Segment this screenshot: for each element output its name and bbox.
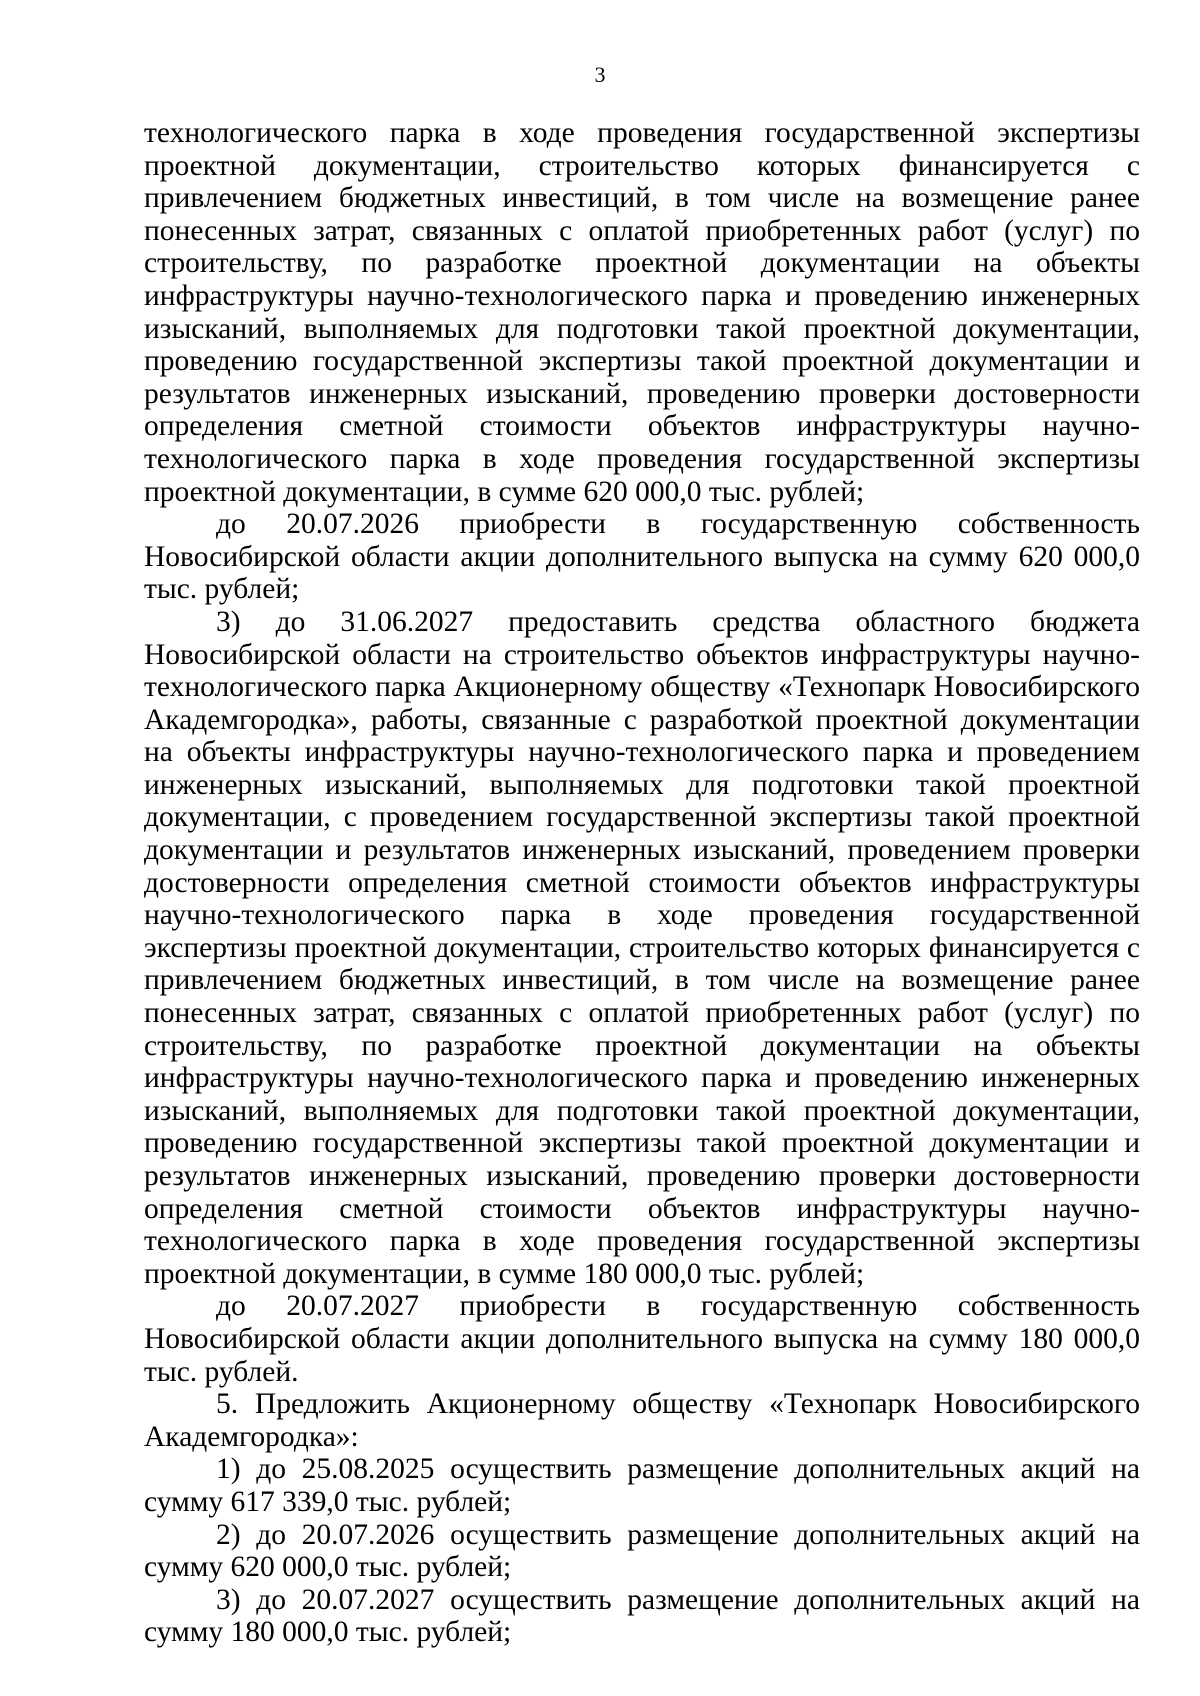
paragraph-continuation: технологического парка в ходе проведения государственной экспертизы проектной документации, строительство которых финансируется с привлечением бюджетных инвестиций, в том числе на возмещение ранее понесенных затрат, связанных с оплатой приобретенных работ (услуг) по строительству, по разработке проектной документации на объекты инфраструктуры научно-технологического парка и проведению инженерных изысканий, выполняемых для подготовки такой проектной документации, проведению государственной экспертизы такой проектной документации и результатов инженерных изысканий, проведению проверки достоверности определения сметной стоимости объектов инфраструктуры научно-технологического парка в ходе проведения государственной экспертизы проектной документации, в сумме 620 000,0 тыс. рублей;	[144, 117, 1140, 508]
paragraph-acquire-2027: до 20.07.2027 приобрести в государственную собственность Новосибирской области акции дополнительного выпуска на сумму 180 000,0 тыс. рублей.	[144, 1290, 1140, 1388]
paragraph-acquire-2026: до 20.07.2026 приобрести в государственную собственность Новосибирской области акции дополнительного выпуска на сумму 620 000,0 тыс. рублей;	[144, 508, 1140, 606]
paragraph-section-5-item-1: 1) до 25.08.2025 осуществить размещение дополнительных акций на сумму 617 339,0 тыс. рублей;	[144, 1453, 1140, 1518]
paragraph-section-5: 5. Предложить Акционерному обществу «Технопарк Новосибирского Академгородка»:	[144, 1388, 1140, 1453]
document-body	[144, 117, 1140, 1649]
paragraph-section-5-item-2: 2) до 20.07.2026 осуществить размещение дополнительных акций на сумму 620 000,0 тыс. рублей;	[144, 1518, 1140, 1584]
paragraph-section-5-item-3: 3) до 20.07.2027 осуществить размещение дополнительных акций на сумму 180 000,0 тыс. рублей;	[144, 1583, 1140, 1649]
page-number: 3	[594, 62, 606, 87]
paragraph-item-3-funding-2027: 3) до 31.06.2027 предоставить средства областного бюджета Новосибирской области на строительство объектов инфраструктуры научно-технологического парка Акционерному обществу «Технопарк Новосибирского Академгородка», работы, связанные с разработкой проектной документации на объекты инфраструктуры научно-технологического парка и проведением инженерных изысканий, выполняемых для подготовки такой проектной документации, с проведением государственной экспертизы такой проектной документации и результатов инженерных изысканий, проведением проверки достоверности определения сметной стоимости объектов инфраструктуры научно-технологического парка в ходе проведения государственной экспертизы проектной документации, строительство которых финансируется с привлечением бюджетных инвестиций, в том числе на возмещение ранее понесенных затрат, связанных с оплатой приобретенных работ (услуг) по строительству, по разработке проектной документации на объекты инфраструктуры научно-технологического парка и проведению инженерных изысканий, выполняемых для подготовки такой проектной документации, проведению государственной экспертизы такой проектной документации и результатов инженерных изысканий, проведению проверки достоверности определения сметной стоимости объектов инфраструктуры научно-технологического парка в ходе проведения государственной экспертизы проектной документации, в сумме 180 000,0 тыс. рублей;	[144, 605, 1140, 1290]
